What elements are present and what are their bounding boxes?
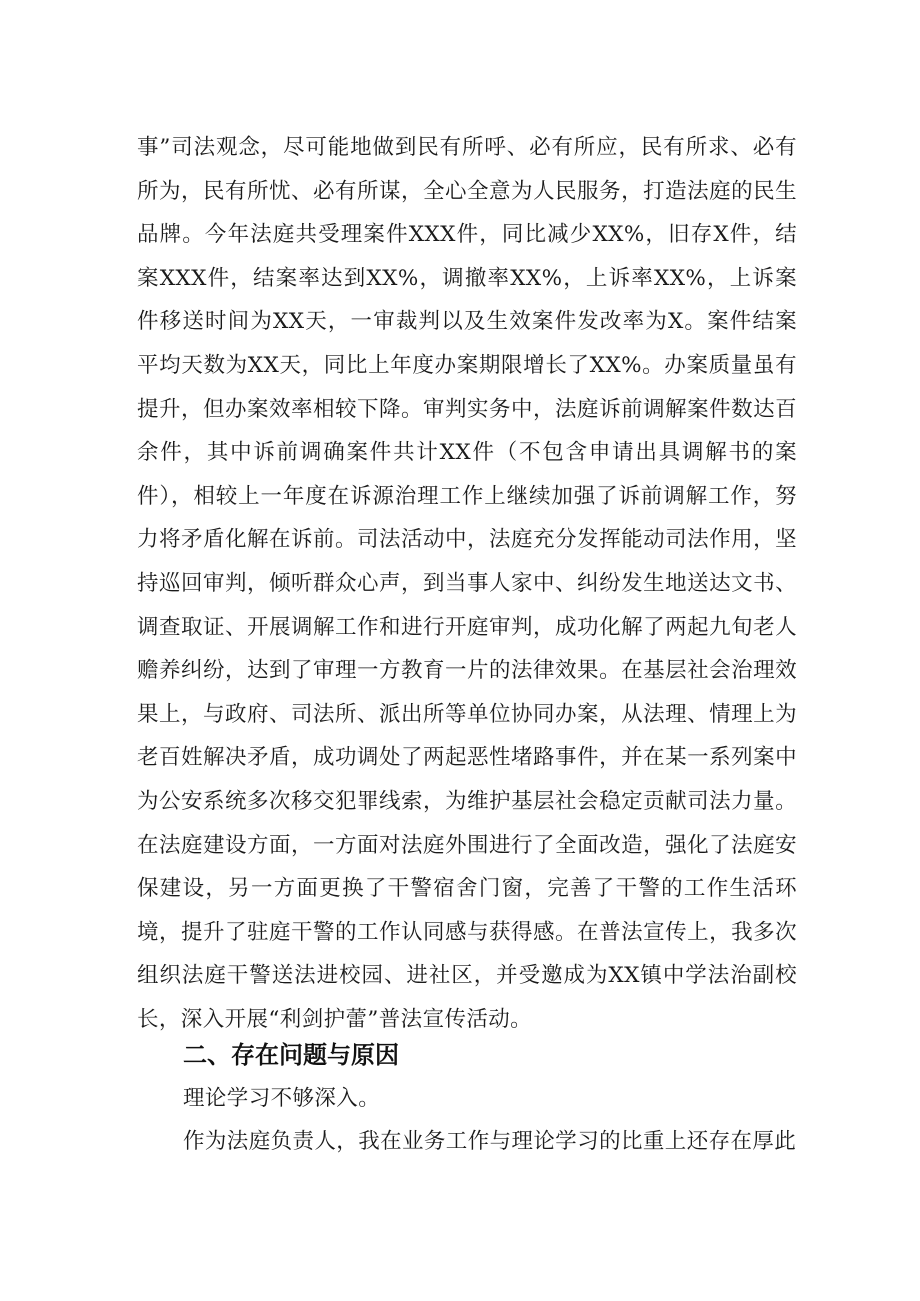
section-subheading: 理论学习不够深入。: [183, 1086, 381, 1111]
section-paragraph-start: 作为法庭负责人，我在业务工作与理论学习的比重上还存在厚此: [183, 1129, 797, 1154]
body-paragraph: 事”司法观念，尽可能地做到民有所呼、必有所应，民有所求、必有所为，民有所忧、必有所谋，全心全意为人民服务，打造法庭的民生品牌。今年法庭共受理案件XXX件，同比减少XX%，旧存X件，结案XXX件，结案率达到XX%，调撤率XX%，上诉率XX%，上诉案件移送时间为XX天，一审裁判以及生效案件发改率为X。案件结案平均天数为XX天，同比上年度办案期限增长了XX%。办案质量虽有提升，但办案效率相较下降。审判实务中，法庭诉前调解案件数达百余件，其中诉前调确案件共计XX件（不包含申请出具调解书的案件），相较上一年度在诉源治理工作上继续加强了诉前调解工作，努力将矛盾化解在诉前。司法活动中，法庭充分发挥能动司法作用，坚持巡回审判，倾听群众心声，到当事人家中、纠纷发生地送达文书、调查取证、开展调解工作和进行开庭审判，成功化解了两起九旬老人赡养纠纷，达到了审理一方教育一片的法律效果。在基层社会治理效果上，与政府、司法所、派出所等单位协同办案，从法理、情理上为老百姓解决矛盾，成功调处了两起恶性堵路事件，并在某一系列案中为公安系统多次移交犯罪线索，为维护基层社会稳定贡献司法力量。在法庭建设方面，一方面对法庭外围进行了全面改造，强化了法庭安保建设，另一方面更换了干警宿舍门窗，完善了干警的工作生活环境，提升了驻庭干警的工作认同感与获得感。在普法宣传上，我多次组织法庭干警送法进校园、进社区，并受邀成为XX镇中学法治副校长，深入开展“利剑护蕾”普法宣传活动。: [137, 135, 797, 1032]
body-text-block: [137, 126, 797, 1041]
section-heading: 二、存在问题与原因: [183, 1041, 399, 1069]
